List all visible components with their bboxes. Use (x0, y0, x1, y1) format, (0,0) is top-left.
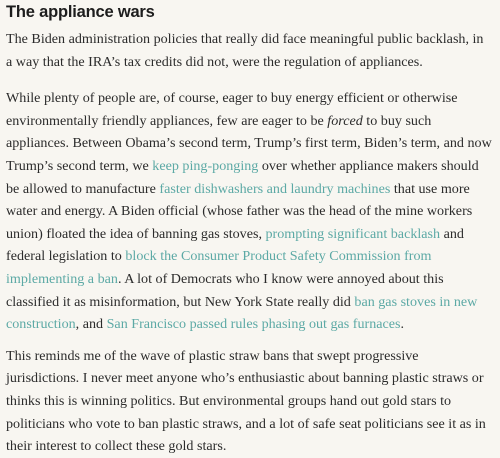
text-segment: and federal legislation to (6, 225, 464, 265)
text-segment: . (400, 316, 405, 333)
text-segment: that use more water and energy. A Biden official (whose father was the head of the mine workers union) floated the idea of banning gas stoves, (6, 180, 473, 242)
link-prompting-backlash[interactable]: prompting significant backlash (265, 225, 441, 242)
link-sf-gas-furnaces[interactable]: San Francisco passed rules phasing out gas furnaces (106, 316, 401, 333)
paragraph-intro: The Biden administration policies that really did face meaningful public backlash, in a way that the IRA’s tax credits did not, were the regulation of appliances. (6, 31, 484, 70)
text-segment: over whether appliance makers should be allowed to manufacture (6, 157, 479, 197)
emphasis-forced: forced (327, 112, 363, 129)
link-faster-dishwashers[interactable]: faster dishwashers and laundry machines (159, 180, 391, 197)
text-segment: While plenty of people are, of course, eager to buy energy efficient or otherwise environmentally friendly appliances, few are eager to be (6, 90, 458, 129)
link-block-cpsc[interactable]: block the Consumer Product Safety Commission from implementing a ban (6, 248, 432, 287)
link-keep-ping-ponging[interactable]: keep ping-ponging (152, 157, 259, 174)
paragraph-straw-bans: This reminds me of the wave of plastic straw bans that swept progressive jurisdictions. I never meet anyone who’s enthusiastic about banning plastic straws or thinks this is winning politics. But environmental groups hand out gold stars to politicians who vote to ban plastic straws, and a lot of safe seat politicians see it as in their interest to collect these gold stars. (6, 347, 486, 455)
link-ban-gas-stoves[interactable]: ban gas stoves in new construction (6, 293, 478, 333)
text-segment: , and (75, 316, 107, 333)
text-segment: . A lot of Democrats who I know were annoyed about this classified it as misinformation, but New York State really did (6, 270, 444, 310)
paragraph-appliances (6, 87, 493, 336)
text-segment: to buy such appliances. Between Obama’s second term, Trump’s first term, Biden’s term, and now Trump’s second term, we (6, 112, 492, 174)
section-heading: The appliance wars (6, 3, 155, 21)
